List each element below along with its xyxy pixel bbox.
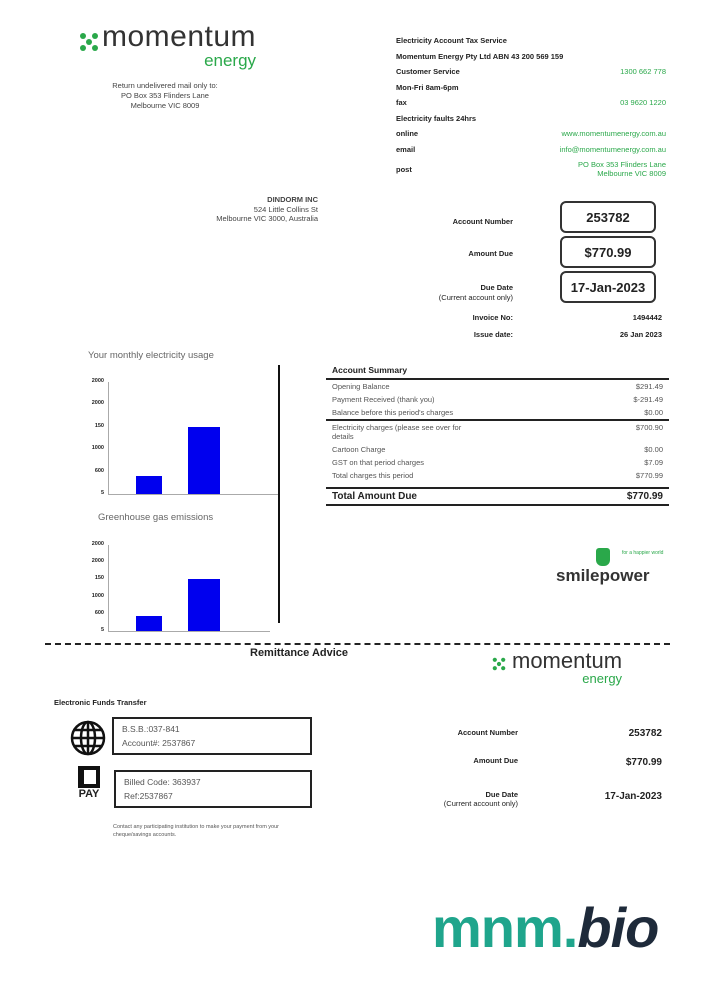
emissions-chart (70, 541, 270, 633)
summary-row-value: $0.00 (644, 445, 663, 454)
y-tick-label: 2000 (91, 400, 104, 407)
y-tick-label: 600 (94, 467, 104, 474)
summary-row (326, 443, 669, 456)
invoice-page: momentum energy Return undelivered mail only to: PO Box 353 Flinders Lane Melbourne VIC 8009 Electricity Account Tax Service Momentum Energy Pty Ltd ABN 43 200 569 159 Customer Service 1300 662 778 Mon-Fri 8am-6pm fax 03 9620 1220 Electricity faults 24hrs online www.momentumenergy.com.au email info@momentumenergy.com.au post PO Box 353 Flinders Lane Melbourne VIC 8009 DINDORM INC 524 Little Collins St Melbourne VIC 3000, Australia Account Number 253782 Amount Due $770.99 Due Date (Current account only) 17-Jan-2023 Invoice No: 1494442 Issue date: 26 Jan 2023 Your monthly electricity usage Greenhouse gas emissions 2000 2000 150 1000 600 5 2000 2000 150 1000 600 5 Account Summary Opening Balance $291.49 Payment Received (thank you) $-291.49 Balance before this period's charges $0.00 Electricity charges (please see over for details $700.90 Cartoon Charge $0.00 GST on that period charges $7.09 Total charges this period $770.99 Total Amount Due $770.99 for a happier world smilepower Remittance Advice momentum energy Electronic Funds Transfer B.S.B.:037-841 Account#: 2537867 PAY Billed Code: 363937 Ref:2537867 Contact any participating institution to make your payment from your cheque/savings accounts. Account Number 253782 Amount Due $770.99 Due Date (Current account only) 17-Jan-2023 mnm.bio (0, 0, 720, 1000)
summary-row (326, 469, 669, 482)
y-tick-label: 5 (100, 490, 104, 496)
summary-row-label: Total charges this period (332, 471, 414, 480)
x-axis (108, 631, 270, 632)
tear-line (45, 643, 670, 645)
electricity-usage-chart (70, 378, 278, 496)
logo-dots-icon (80, 33, 98, 51)
summary-row-value: $770.99 (635, 471, 663, 480)
summary-row-value: $291.49 (635, 382, 663, 391)
account-summary: Account Summary Opening Balance $291.49 Payment Received (thank you) $-291.49 Balance before this period's charges $0.00 Electricity charges (please see over for details $700.90 Cartoon Charge $0.00 GST on that period charges $7.09 Total charges this period $770.99 Total Amount Due $770.99 (326, 365, 669, 506)
smilepower-logo: for a happier world smilepower (556, 550, 664, 585)
summary-row-value: $0.00 (644, 408, 663, 417)
y-tick-label: 5 (100, 627, 104, 633)
y-tick-label: 150 (94, 422, 104, 429)
amount-due-box: $770.99 (560, 236, 656, 268)
watermark: mnm.bio (432, 896, 659, 959)
summary-row-label: Opening Balance (332, 382, 390, 391)
summary-row (326, 456, 669, 469)
y-tick-label: 600 (94, 609, 104, 616)
return-address: Return undelivered mail only to: PO Box 353 Flinders Lane Melbourne VIC 8009 (112, 81, 218, 110)
customer-address: DINDORM INC 524 Little Collins St Melbourne VIC 3000, Australia (216, 195, 318, 223)
summary-row-label: Electricity charges (please see over for details (332, 423, 462, 441)
chart2-title: Greenhouse gas emissions (98, 512, 214, 523)
summary-row-label: Balance before this period's charges (332, 408, 454, 417)
y-tick-label: 2000 (91, 558, 104, 565)
momentum-logo-small: momentum energy (490, 650, 622, 685)
bar (136, 616, 162, 631)
y-tick-label: 1000 (91, 592, 104, 599)
y-axis (108, 382, 109, 494)
logo-dots-icon (493, 657, 506, 670)
vertical-divider (278, 365, 280, 623)
chart1-title: Your monthly electricity usage (88, 350, 214, 361)
summary-row-value: $7.09 (644, 458, 663, 467)
website-link[interactable]: www.momentumenergy.com.au (561, 129, 666, 138)
summary-row-label: Cartoon Charge (332, 445, 386, 454)
summary-row-label: GST on that period charges (332, 458, 424, 467)
y-tick-label: 1000 (91, 445, 104, 452)
momentum-logo: momentum energy (80, 22, 256, 69)
summary-row-value: $700.90 (635, 423, 663, 432)
summary-row (326, 406, 669, 419)
summary-row (326, 380, 669, 393)
plug-icon (596, 548, 610, 566)
summary-row (326, 419, 669, 443)
y-tick-label: 2000 (91, 541, 104, 547)
bar (188, 427, 220, 494)
bpay-details-box: Billed Code: 363937 Ref:2537867 (114, 770, 312, 808)
y-axis (108, 545, 109, 631)
contact-block: Electricity Account Tax Service Momentum Energy Pty Ltd ABN 43 200 569 159 Customer Service 1300 662 778 Mon-Fri 8am-6pm fax 03 9620 1220 Electricity faults 24hrs online www.momentumenergy.com.au email info@momentumenergy.com.au post PO Box 353 Flinders Lane Melbourne VIC 8009 (396, 36, 666, 178)
globe-icon (70, 720, 106, 756)
y-tick-label: 2000 (91, 378, 104, 384)
summary-row-value: $-291.49 (633, 395, 663, 404)
bar (188, 579, 220, 631)
account-number-box: 253782 (560, 201, 656, 233)
bar (136, 476, 162, 494)
summary-row (326, 393, 669, 406)
y-tick-label: 150 (94, 575, 104, 582)
due-date-box: 17-Jan-2023 (560, 271, 656, 303)
email-link[interactable]: info@momentumenergy.com.au (559, 144, 666, 154)
bpay-icon: PAY (74, 766, 104, 801)
summary-row-label: Payment Received (thank you) (332, 395, 435, 404)
total-amount-due-row: Total Amount Due $770.99 (326, 489, 669, 506)
eft-details-box: B.S.B.:037-841 Account#: 2537867 (112, 717, 312, 755)
x-axis (108, 494, 278, 495)
